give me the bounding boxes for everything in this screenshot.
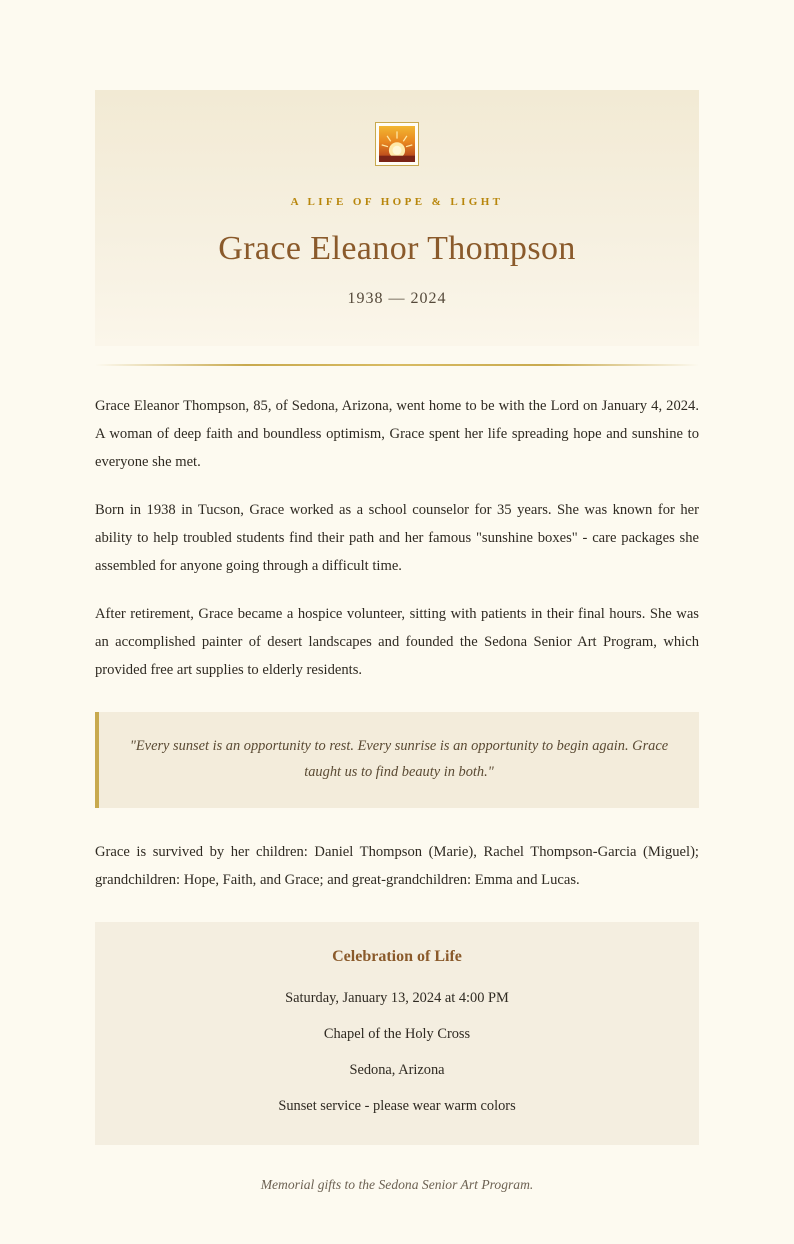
service-title: Celebration of Life xyxy=(332,948,462,966)
memorial-header xyxy=(95,90,699,346)
memorial-years: 1938 — 2024 xyxy=(347,290,447,307)
pull-quote xyxy=(95,712,699,808)
obituary-paragraph: Born in 1938 in Tucson, Grace worked as a school counselor for 35 years. She was known for her ability to help troubled students find their path and her famous "sunshine boxes" - care packages she assembled for anyone going through a difficult time. xyxy=(95,502,699,575)
service-details-card xyxy=(95,922,699,1145)
service-datetime: Saturday, January 13, 2024 at 4:00 PM xyxy=(285,990,509,1007)
obituary-paragraph: Grace Eleanor Thompson, 85, of Sedona, Arizona, went home to be with the Lord on January 4, 2024. A woman of deep faith and boundless optimism, Grace spent her life spreading hope and sunshine to everyone she met. xyxy=(95,398,699,471)
gold-divider xyxy=(95,364,699,366)
sunrise-icon-art xyxy=(379,126,415,162)
service-location: Sedona, Arizona xyxy=(349,1062,445,1079)
memorial-footer: Memorial gifts to the Sedona Senior Art Program. xyxy=(260,1176,534,1192)
sunrise-icon xyxy=(375,122,419,166)
page-title: Grace Eleanor Thompson xyxy=(218,230,576,267)
memorial-sheet xyxy=(95,90,699,1193)
memorial-body xyxy=(95,392,699,1193)
survivors-paragraph: Grace is survived by her children: Daniel Thompson (Marie), Rachel Thompson-Garcia (Miguel); grandchildren: Hope, Faith, and Grace; and great-grandchildren: Emma and Lucas. xyxy=(95,843,699,888)
obituary-paragraph: After retirement, Grace became a hospice volunteer, sitting with patients in their final hours. She was an accomplished painter of desert landscapes and founded the Sedona Senior Art Program, which provided free art supplies to elderly residents. xyxy=(95,606,699,679)
pull-quote-text: "Every sunset is an opportunity to rest. Every sunrise is an opportunity to begin again. Grace taught us to find beauty in both." xyxy=(129,738,669,781)
service-venue: Chapel of the Holy Cross xyxy=(323,1026,471,1043)
memorial-eyebrow: A LIFE OF HOPE & LIGHT xyxy=(290,196,504,208)
service-note: Sunset service - please wear warm colors xyxy=(278,1098,516,1115)
